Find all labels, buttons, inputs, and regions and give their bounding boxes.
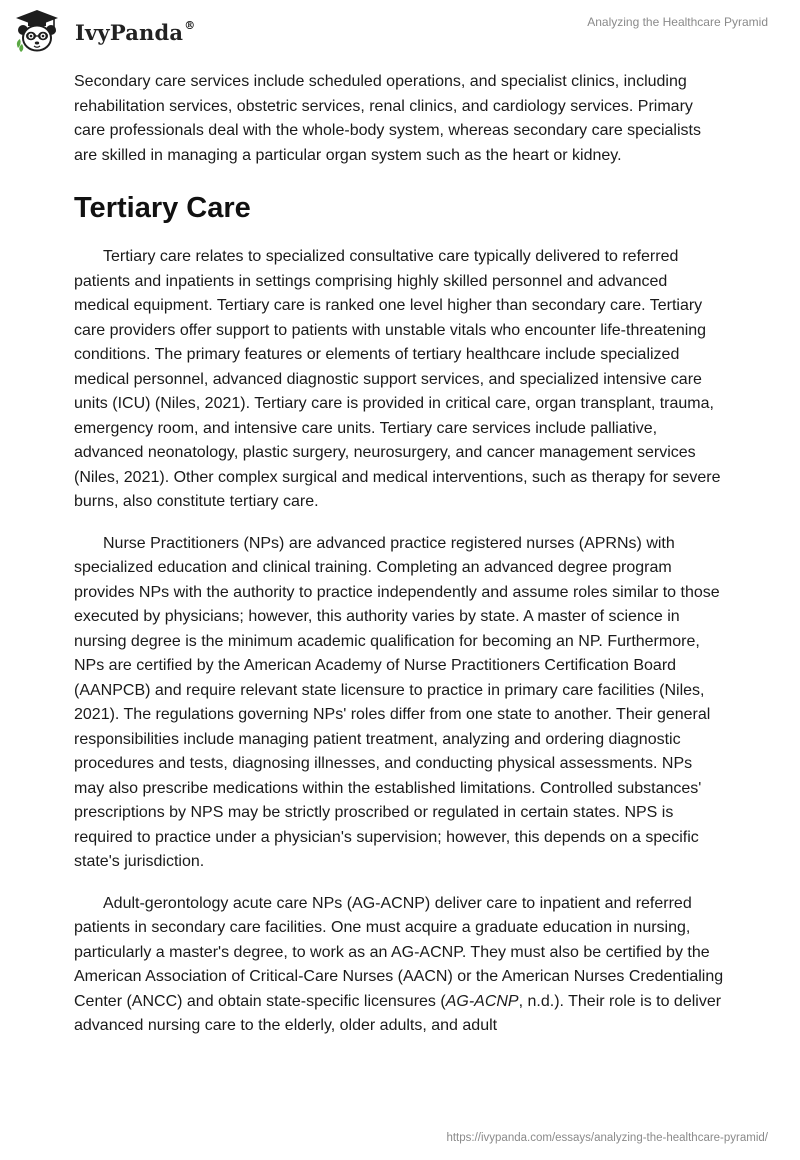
intro-paragraph: Secondary care services include scheduled operations, and specialist clinics, including rehabilitation services, obstetric services, renal clinics, and cardiology services. Primary care professionals deal with the whole-body system, whereas secondary care specialists are skilled in managing a particular organ system such as the heart or kidney. [74,73,701,164]
paragraph-ag-acnp-start: Adult-gerontology acute care NPs (AG-ACNP) deliver care to inpatient and referred patients in secondary care facilities. One must acquire a graduate education in nursing, particularly a master's degree, to work as an AG-ACNP. They must also be certified by the American Association of Critical-Care Nurses (AACN) or the American Nurses Credentialing Center (ANCC) and obtain state-specific licensures ( [74,894,724,1010]
registered-mark: ® [184,19,196,32]
brand-name[interactable] [75,20,195,45]
paragraph-ag-acnp-end: , n.d.). Their role is to deliver advanced nursing care to the elderly, older adults, and adult [74,992,722,1034]
document-title: Analyzing the Healthcare Pyramid [587,15,768,29]
paragraph-tertiary-care: Tertiary care relates to specialized consultative care typically delivered to referred patients and inpatients in settings comprising highly skilled personnel and advanced medical equipment. Tertiary care is ranked one level higher than secondary care. Tertiary care providers offer support to patients with unstable vitals who encounter life-threatening conditions. The primary features or elements of tertiary healthcare include specialized medical personnel, advanced diagnostic support services, and specialized intensive care units (ICU) (Niles, 2021). Tertiary care is provided in critical care, organ transplant, trauma, emergency room, and intensive care units. Tertiary care services include palliative, advanced neonatology, plastic surgery, neurosurgery, and cancer management services (Niles, 2021). Other complex surgical and medical interventions, such as therapy for severe burns, also constitute tertiary care. [74,248,721,510]
citation-ag-acnp: AG-ACNP [445,992,519,1010]
paragraph-ag-acnp [74,892,726,1039]
paragraph-nurse-practitioners: Nurse Practitioners (NPs) are advanced practice registered nurses (APRNs) with specialized education and clinical training. Completing an advanced degree program provides NPs with the authority to practice independently and assume roles similar to those executed by physicians; however, this authority varies by state. A master of science in nursing degree is the minimum academic qualification for becoming an NP. Furthermore, NPs are certified by the American Academy of Nurse Practitioners Certification Board (AANPCB) and require relevant state licensure to practice in primary care facilities (Niles, 2021). The regulations governing NPs' roles differ from one state to another. Their general responsibilities include managing patient treatment, analyzing and ordering diagnostic procedures and tests, diagnosing illnesses, and conducting physical assessments. NPs may also prescribe medications within the established limitations. Controlled substances' prescriptions by NPS may be strictly proscribed or regulated in certain states. NPS is required to practice under a physician's supervision; however, this depends on a specific state's jurisdiction. [74,534,720,870]
brand-name-text: IvyPanda [75,20,184,45]
section-heading-tertiary-care: Tertiary Care [74,192,251,224]
ivypanda-logo-icon[interactable] [14,8,60,54]
article-body [74,70,726,1039]
source-url-link[interactable]: https://ivypanda.com/essays/analyzing-the-healthcare-pyramid/ [446,1132,768,1144]
page-header [0,0,800,60]
